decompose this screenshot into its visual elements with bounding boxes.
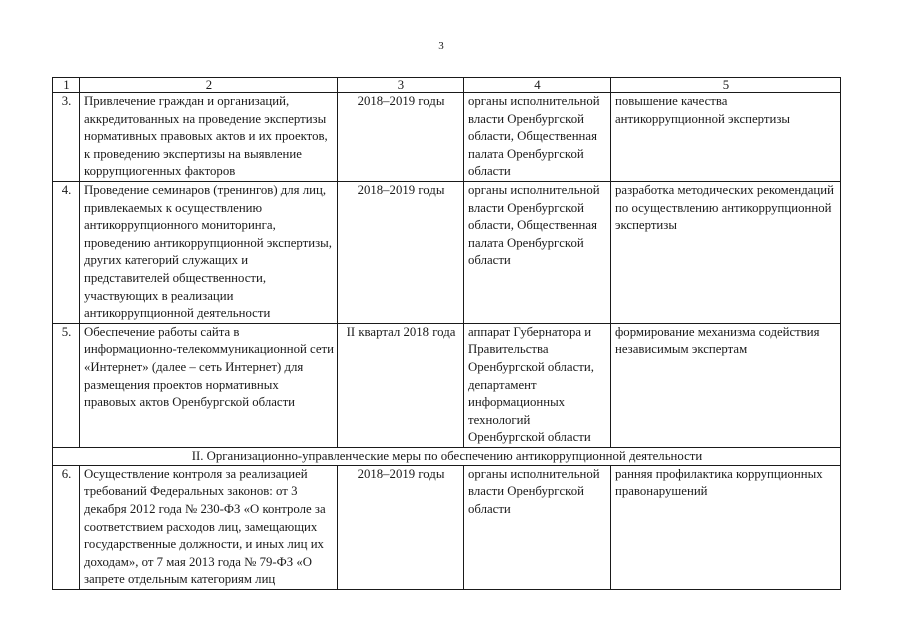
- row-period: 2018–2019 годы: [338, 93, 464, 182]
- row-period: 2018–2019 годы: [338, 181, 464, 323]
- row-executors: органы исполнительной власти Оренбургской области, Общественная палата Оренбургской области: [464, 93, 611, 182]
- section-heading-row: [53, 447, 841, 465]
- row-period: 2018–2019 годы: [338, 465, 464, 589]
- row-measure: Осуществление контроля за реализацией требований Федеральных законов: от 3 декабря 2012 года № 230-ФЗ «О контроле за соответствием расходов лиц, замещающих государственные должности, и иных лиц их доходам», от 7 мая 2013 года № 79-ФЗ «О запрете отдельным категориям лиц: [80, 465, 338, 589]
- row-executors: органы исполнительной власти Оренбургской области: [464, 465, 611, 589]
- row-number: 4.: [53, 181, 80, 323]
- header-col-period: 3: [338, 78, 464, 93]
- row-number: 3.: [53, 93, 80, 182]
- measures-table: [52, 77, 841, 590]
- row-measure: Проведение семинаров (тренингов) для лиц, привлекаемых к осуществлению антикоррупционного мониторинга, проведению антикоррупционной экспертизы, других категорий служащих и представителей общественности, участвующих в реализации антикоррупционной деятельности: [80, 181, 338, 323]
- header-col-result: 5: [611, 78, 841, 93]
- header-col-executors: 4: [464, 78, 611, 93]
- row-result: повышение качества антикоррупционной экспертизы: [611, 93, 841, 182]
- row-period: II квартал 2018 года: [338, 323, 464, 447]
- table-row: [53, 93, 841, 182]
- row-result: формирование механизма содействия независимым экспертам: [611, 323, 841, 447]
- section-title: II. Организационно-управленческие меры по обеспечению антикоррупционной деятельности: [53, 447, 841, 465]
- row-number: 6.: [53, 465, 80, 589]
- row-result: ранняя профилактика коррупционных правонарушений: [611, 465, 841, 589]
- row-executors: аппарат Губернатора и Правительства Оренбургской области, департамент информационных технологий Оренбургской области: [464, 323, 611, 447]
- row-measure: Обеспечение работы сайта в информационно-телекоммуникационной сети «Интернет» (далее – сеть Интернет) для размещения проектов нормативных правовых актов Оренбургской области: [80, 323, 338, 447]
- row-measure: Привлечение граждан и организаций, аккредитованных на проведение экспертизы нормативных правовых актов и их проектов, к проведению экспертизы на выявление коррупциогенных факторов: [80, 93, 338, 182]
- page-number: 3: [438, 40, 444, 52]
- row-executors: органы исполнительной власти Оренбургской области, Общественная палата Оренбургской области: [464, 181, 611, 323]
- table-row: [53, 323, 841, 447]
- header-col-number: 1: [53, 78, 80, 93]
- table-header-row: [53, 78, 841, 93]
- row-number: 5.: [53, 323, 80, 447]
- table-row: [53, 465, 841, 589]
- table-row: [53, 181, 841, 323]
- row-result: разработка методических рекомендаций по осуществлению антикоррупционной экспертизы: [611, 181, 841, 323]
- header-col-measure: 2: [80, 78, 338, 93]
